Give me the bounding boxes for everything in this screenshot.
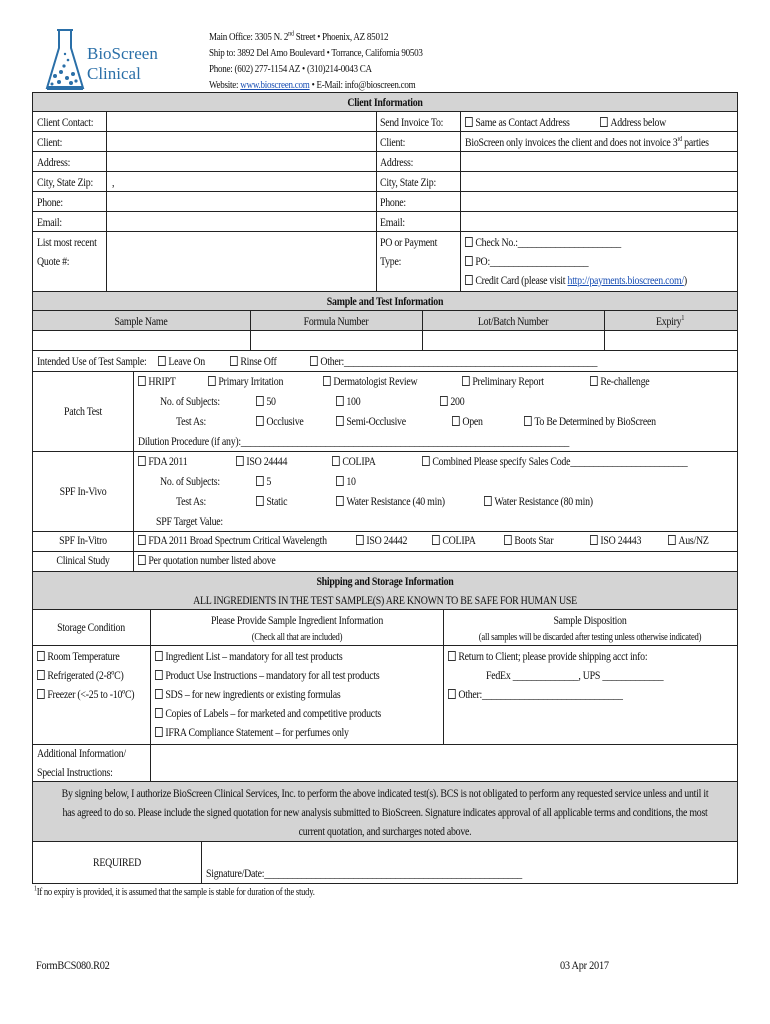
checkbox-icon <box>336 396 344 406</box>
checkbox-icon <box>37 670 45 680</box>
checkbox-icon <box>155 670 163 680</box>
col-sample-name: Sample Name <box>114 316 168 328</box>
static-checkbox[interactable]: Static <box>256 495 287 509</box>
combined-checkbox[interactable]: Combined Please specify Sales Code_________________________ <box>422 455 687 469</box>
po-checkbox[interactable]: PO:_____________________ <box>465 255 588 269</box>
checkbox-icon <box>356 535 364 545</box>
flask-icon <box>45 26 85 92</box>
checkbox-icon <box>158 356 166 366</box>
safe-note: ALL INGREDIENTS IN THE TEST SAMPLE(S) ARE KNOWN TO BE SAFE FOR HUMAN USE <box>193 595 577 607</box>
ship-to: Ship to: 3892 Del Amo Boulevard • Torrance, California 90503 <box>209 48 423 59</box>
po-label-1: PO or Payment <box>380 237 438 249</box>
semi-occlusive-checkbox[interactable]: Semi-Occlusive <box>336 415 406 429</box>
checkbox-icon <box>422 456 430 466</box>
shipping-section-title: Shipping and Storage Information <box>316 576 454 588</box>
intended-other-checkbox[interactable]: Other:______________________________________________________ <box>310 355 597 369</box>
patch-test-as-label: Test As: <box>176 416 206 428</box>
brand-name: BioScreen Clinical <box>87 44 158 83</box>
send-invoice-label: Send Invoice To: <box>380 117 444 129</box>
checkbox-icon <box>256 496 264 506</box>
checkbox-icon <box>336 416 344 426</box>
checkbox-icon <box>323 376 331 386</box>
signature-date-field[interactable]: Signature/Date:_______________________________________________________ <box>206 868 522 880</box>
disposition-subheader: (all samples will be discarded after testing unless otherwise indicated) <box>478 632 702 643</box>
additional-info-label-2: Special Instructions: <box>37 767 113 779</box>
phone-line: Phone: (602) 277-1154 AZ • (310)214-0043 CA <box>209 64 372 75</box>
checkbox-icon <box>256 476 264 486</box>
checkbox-icon <box>600 117 608 127</box>
checkbox-icon <box>465 275 473 285</box>
client-section-title: Client Information <box>347 97 423 109</box>
checkbox-icon <box>465 237 473 247</box>
checkbox-icon <box>155 689 163 699</box>
quote-label-1: List most recent <box>37 237 97 249</box>
invoice-city-label: City, State Zip: <box>380 177 436 189</box>
subjects-5-checkbox[interactable]: 5 <box>256 475 271 489</box>
rinse-off-checkbox[interactable]: Rinse Off <box>230 355 277 369</box>
aus-nz-checkbox[interactable]: Aus/NZ <box>668 534 709 548</box>
subjects-10-checkbox[interactable]: 10 <box>336 475 356 489</box>
checkbox-icon <box>332 456 340 466</box>
spf-test-as-label: Test As: <box>176 496 206 508</box>
checkbox-icon <box>452 416 460 426</box>
city-value[interactable]: , <box>112 177 115 189</box>
spf-target-label: SPF Target Value: <box>156 516 223 528</box>
clinical-study-label: Clinical Study <box>56 555 110 567</box>
col-expiry: Expiry$^1$ <box>656 314 685 328</box>
credit-card-checkbox[interactable]: Credit Card (please visit http://payments.bioscreen.com/) <box>465 274 687 288</box>
checkbox-icon <box>256 396 264 406</box>
checkbox-icon <box>138 376 146 386</box>
payments-link[interactable]: http://payments.bioscreen.com/ <box>567 275 684 287</box>
colipa-vitro-checkbox[interactable]: COLIPA <box>432 534 476 548</box>
patch-subjects-label: No. of Subjects: <box>160 396 220 408</box>
same-contact-checkbox[interactable]: Same as Contact Address <box>465 116 570 130</box>
ingredient-list-checkbox[interactable]: Ingredient List – mandatory for all test products <box>155 650 342 664</box>
disposition-other-checkbox[interactable]: Other:______________________________ <box>448 688 623 702</box>
checkbox-icon <box>310 356 318 366</box>
logo <box>45 26 158 92</box>
spf-in-vivo-label: SPF In-Vivo <box>59 486 107 498</box>
checkbox-icon <box>336 496 344 506</box>
checkbox-icon <box>138 535 146 545</box>
hript-checkbox[interactable]: HRIPT <box>138 375 176 389</box>
ingredient-subheader: (Check all that are included) <box>251 632 343 643</box>
col-lot-batch: Lot/Batch Number <box>477 316 549 328</box>
rechallenge-checkbox[interactable]: Re-challenge <box>590 375 649 389</box>
intended-use-label: Intended Use of Test Sample: <box>37 356 147 368</box>
checkbox-icon <box>524 416 532 426</box>
copies-labels-checkbox[interactable]: Copies of Labels – for marketed and competitive products <box>155 707 381 721</box>
checkbox-icon <box>236 456 244 466</box>
address-label: Address: <box>37 157 71 169</box>
subjects-50-checkbox[interactable]: 50 <box>256 395 276 409</box>
storage-condition-header: Storage Condition <box>57 622 125 634</box>
subjects-100-checkbox[interactable]: 100 <box>336 395 360 409</box>
additional-info-label-1: Additional Information/ <box>37 748 126 760</box>
shipping-accounts[interactable]: FedEx ______________, UPS _____________ <box>486 670 664 682</box>
checkbox-icon <box>448 689 456 699</box>
leave-on-checkbox[interactable]: Leave On <box>158 355 205 369</box>
refrigerated-checkbox[interactable]: Refrigerated (2-8ºC) <box>37 669 123 683</box>
authorize-line-3: current quotation, and surcharges noted above. <box>298 826 472 838</box>
quote-label-2: Quote #: <box>37 256 70 268</box>
primary-irritation-checkbox[interactable]: Primary Irritation <box>208 375 283 389</box>
checkbox-icon <box>484 496 492 506</box>
fda-broad-checkbox[interactable]: FDA 2011 Broad Spectrum Critical Wavelength <box>138 534 327 548</box>
form-id: FormBCS080.R02 <box>36 958 110 972</box>
city-label: City, State Zip: <box>37 177 93 189</box>
occlusive-checkbox[interactable]: Occlusive <box>256 415 304 429</box>
client-label: Client: <box>37 137 63 149</box>
per-quote-checkbox[interactable]: Per quotation number listed above <box>138 554 275 568</box>
address-below-checkbox[interactable]: Address below <box>600 116 666 130</box>
checkbox-icon <box>155 651 163 661</box>
main-office: Main Office: 3305 N. 2nd Street • Phoenix, AZ 85012 <box>209 29 389 43</box>
checkbox-icon <box>37 689 45 699</box>
iso-24443-checkbox[interactable]: ISO 24443 <box>590 534 641 548</box>
product-use-checkbox[interactable]: Product Use Instructions – mandatory for all test products <box>155 669 379 683</box>
checkbox-icon <box>465 256 473 266</box>
checkbox-icon <box>590 535 598 545</box>
subjects-200-checkbox[interactable]: 200 <box>440 395 464 409</box>
checkbox-icon <box>590 376 598 386</box>
ingredient-header: Please Provide Sample Ingredient Information <box>210 615 384 627</box>
client-contact-label: Client Contact: <box>37 117 94 129</box>
checkbox-icon <box>465 117 473 127</box>
spf-subjects-label: No. of Subjects: <box>160 476 220 488</box>
invoice-address-label: Address: <box>380 157 414 169</box>
water-40-checkbox[interactable]: Water Resistance (40 min) <box>336 495 445 509</box>
invoice-client-label: Client: <box>380 137 406 149</box>
col-formula-number: Formula Number <box>303 316 369 328</box>
invoice-note: BioScreen only invoices the client and does not invoice 3rd parties <box>465 135 709 149</box>
checkbox-icon <box>230 356 238 366</box>
iso-24444-checkbox[interactable]: ISO 24444 <box>236 455 287 469</box>
return-to-client-checkbox[interactable]: Return to Client; please provide shipping acct info: <box>448 650 647 664</box>
iso-24442-checkbox[interactable]: ISO 24442 <box>356 534 407 548</box>
tbd-checkbox[interactable]: To Be Determined by BioScreen <box>524 415 656 429</box>
room-temp-checkbox[interactable]: Room Temperature <box>37 650 119 664</box>
freezer-checkbox[interactable]: Freezer (<-25 to -10ºC) <box>37 688 134 702</box>
phone-label: Phone: <box>37 197 63 209</box>
colipa-checkbox[interactable]: COLIPA <box>332 455 376 469</box>
invoice-phone-label: Phone: <box>380 197 406 209</box>
disposition-header: Sample Disposition <box>553 615 627 627</box>
sds-checkbox[interactable]: SDS – for new ingredients or existing formulas <box>155 688 341 702</box>
spf-in-vitro-label: SPF In-Vitro <box>59 535 107 547</box>
checkbox-icon <box>462 376 470 386</box>
checkbox-icon <box>504 535 512 545</box>
checkbox-icon <box>155 727 163 737</box>
derm-review-checkbox[interactable]: Dermatologist Review <box>323 375 417 389</box>
email-label: Email: <box>37 217 62 229</box>
water-80-checkbox[interactable]: Water Resistance (80 min) <box>484 495 593 509</box>
patch-test-label: Patch Test <box>63 406 103 418</box>
expiry-footnote: $^1$If no expiry is provided, it is assumed that the sample is stable for duration of the study. <box>34 884 315 898</box>
check-no-checkbox[interactable]: Check No.:______________________ <box>465 236 621 250</box>
website-link[interactable]: www.bioscreen.com <box>240 80 310 91</box>
checkbox-icon <box>208 376 216 386</box>
form-date: 03 Apr 2017 <box>560 958 609 972</box>
authorize-line-2: has agreed to do so. Please include the signed quotation for new analysis submitted to BioScreen. Signature indicates approval of all applicable terms and conditions, the most <box>62 807 708 819</box>
invoice-email-label: Email: <box>380 217 405 229</box>
required-label: REQUIRED <box>93 857 141 869</box>
fda-2011-checkbox[interactable]: FDA 2011 <box>138 455 187 469</box>
checkbox-icon <box>256 416 264 426</box>
checkbox-icon <box>155 708 163 718</box>
open-checkbox[interactable]: Open <box>452 415 483 429</box>
checkbox-icon <box>668 535 676 545</box>
checkbox-icon <box>440 396 448 406</box>
checkbox-icon <box>336 476 344 486</box>
preliminary-report-checkbox[interactable]: Preliminary Report <box>462 375 544 389</box>
sample-section-title: Sample and Test Information <box>326 296 444 308</box>
website-line: Website: www.bioscreen.com • E-Mail: info@bioscreen.com <box>209 80 416 91</box>
checkbox-icon <box>448 651 456 661</box>
checkbox-icon <box>37 651 45 661</box>
dilution-procedure[interactable]: Dilution Procedure (if any):______________________________________________________________________ <box>138 436 570 448</box>
po-label-2: Type: <box>380 256 402 268</box>
ifra-checkbox[interactable]: IFRA Compliance Statement – for perfumes only <box>155 726 349 740</box>
checkbox-icon <box>432 535 440 545</box>
checkbox-icon <box>138 555 146 565</box>
boots-star-checkbox[interactable]: Boots Star <box>504 534 553 548</box>
checkbox-icon <box>138 456 146 466</box>
authorize-line-1: By signing below, I authorize BioScreen Clinical Services, Inc. to perform the above indicated test(s). BCS is not obligated to perform any requested service unless and until it <box>61 788 709 800</box>
